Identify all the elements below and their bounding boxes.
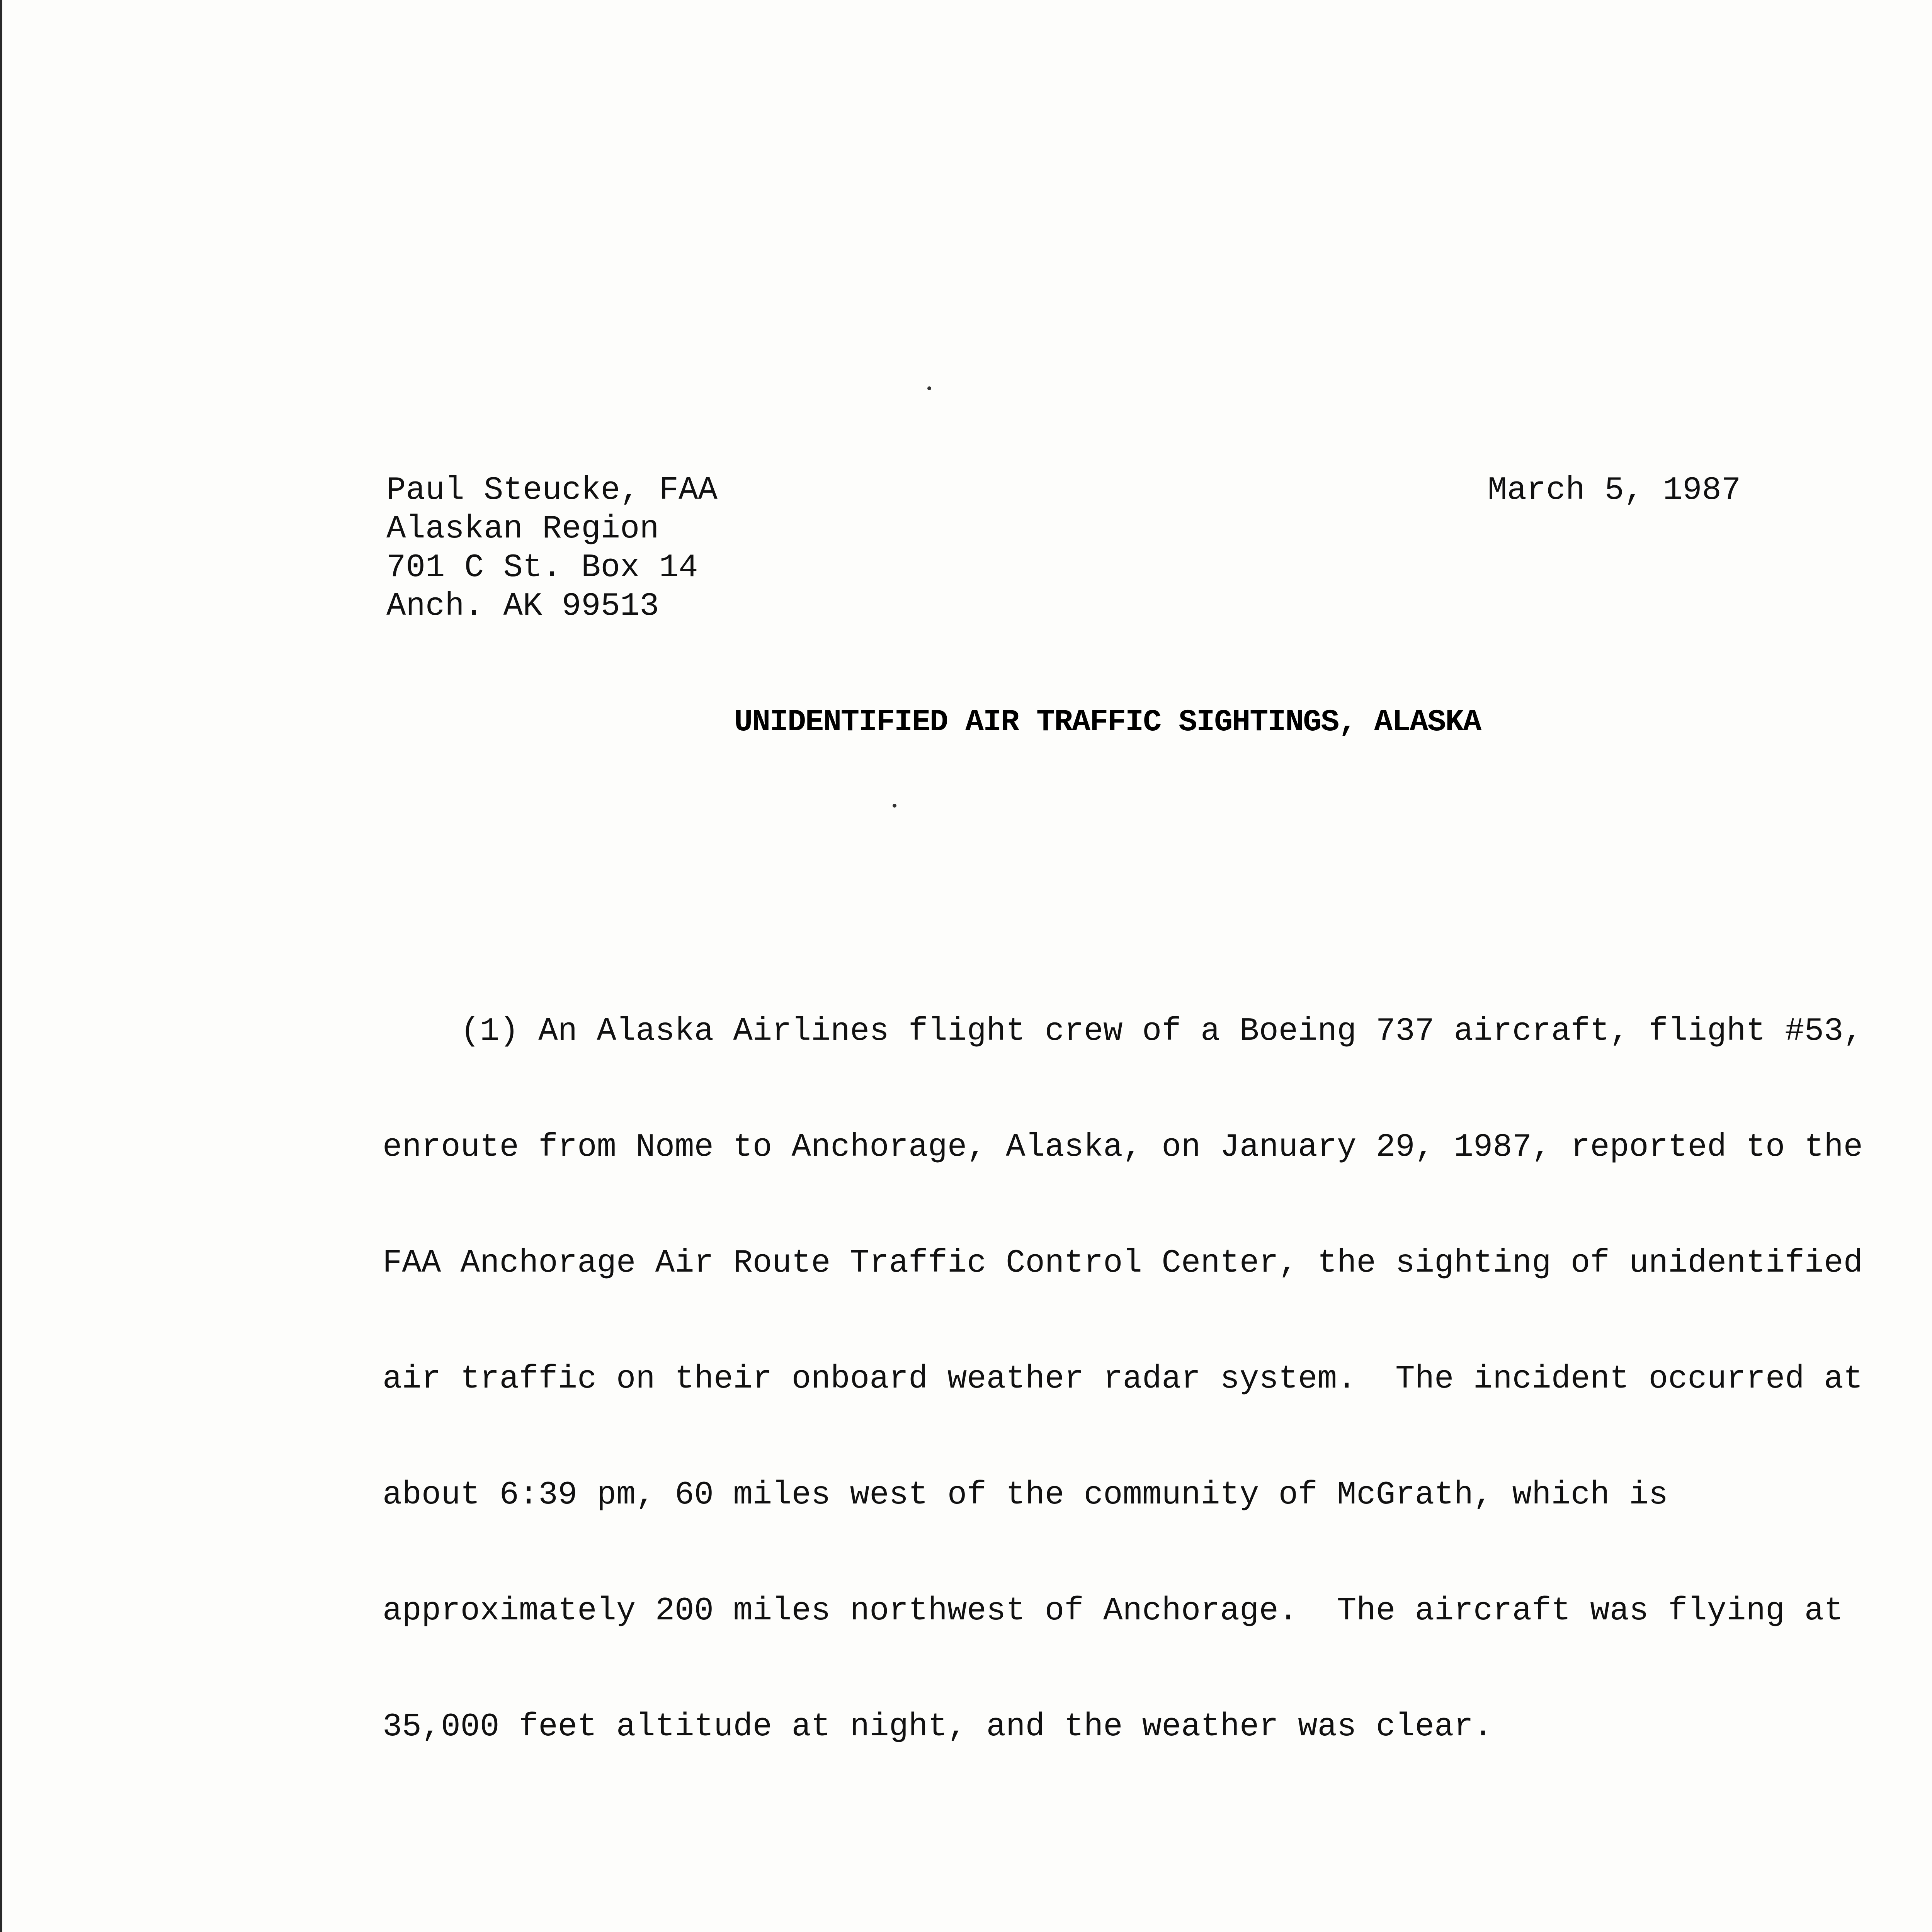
- letter-date: March 5, 1987: [1488, 472, 1741, 509]
- paragraph-2: [383, 1862, 1928, 1932]
- document-title: UNIDENTIFIED AIR TRAFFIC SIGHTINGS, ALASKA: [734, 705, 1481, 740]
- address-line: 701 C St. Box 14: [386, 549, 698, 586]
- scan-speck: [927, 386, 931, 390]
- paragraph-1: [383, 935, 1928, 1824]
- text-line: about 6:39 pm, 60 miles west of the community of McGrath, which is: [383, 1477, 1668, 1514]
- text-line: FAA Anchorage Air Route Traffic Control Center, the sighting of unidentified: [383, 1245, 1863, 1282]
- text-line: enroute from Nome to Anchorage, Alaska, on January 29, 1987, reported to the: [383, 1129, 1863, 1166]
- text-line: approximately 200 miles northwest of Anchorage. The aircraft was flying at: [383, 1593, 1844, 1629]
- address-block: [386, 471, 966, 626]
- document-body: [383, 935, 1928, 1932]
- address-line: Anch. AK 99513: [386, 588, 659, 625]
- text-line: 35,000 feet altitude at night, and the weather was clear.: [383, 1709, 1493, 1745]
- text-line: (1) An Alaska Airlines flight crew of a Boeing 737 aircraft, flight #53,: [383, 1013, 1863, 1050]
- text-line: air traffic on their onboard weather radar system. The incident occurred at: [383, 1361, 1863, 1398]
- address-line: Alaskan Region: [386, 511, 659, 548]
- scan-speck: [893, 804, 896, 808]
- address-line: Paul Steucke, FAA: [386, 472, 718, 509]
